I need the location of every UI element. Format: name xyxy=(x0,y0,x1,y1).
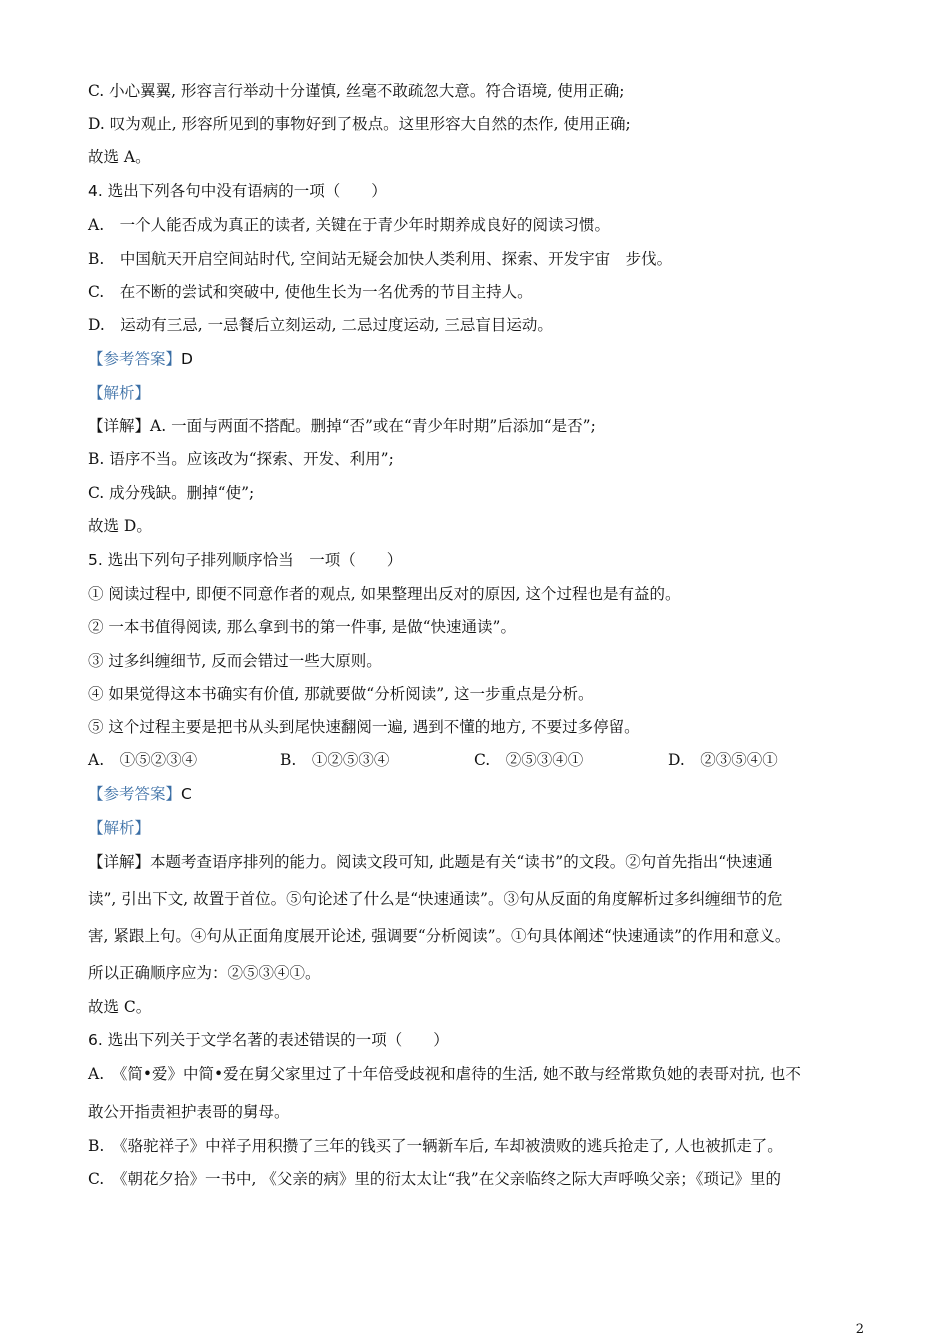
question-5-option-a: A. ①⑤②③④ xyxy=(88,751,198,769)
question-5-title: 5. 选出下列句子排列顺序恰当 一项（ ） xyxy=(88,551,403,569)
question-6-option-b: B. 《骆驼祥子》中祥子用积攒了三年的钱买了一辆新车后, 车却被溃败的逃兵抢走了, 人也被抓走了。 xyxy=(88,1137,783,1155)
answer-value: D xyxy=(181,350,193,368)
question-4-option-b: B. 中国航天开启空间站时代, 空间站无疑会加快人类利用、探索、开发宇宙 步伐。 xyxy=(88,250,673,268)
sentence-4: ④ 如果觉得这本书确实有价值, 那就要做“分析阅读”, 这一步重点是分析。 xyxy=(88,685,594,703)
detail-tag: 【详解】 xyxy=(88,417,151,435)
analysis-tag: 【解析】 xyxy=(88,384,151,402)
text-line: C. 成分残缺。删掉“使”; xyxy=(88,484,255,502)
analysis-tag: 【解析】 xyxy=(88,819,151,837)
answer-tag: 【参考答案】 xyxy=(88,350,182,368)
sentence-1: ① 阅读过程中, 即便不同意作者的观点, 如果整理出反对的原因, 这个过程也是有益的。 xyxy=(88,585,681,603)
question-4-option-c: C. 在不断的尝试和突破中, 使他生长为一名优秀的节目主持人。 xyxy=(88,283,533,301)
text-line: 所以正确顺序应为：②⑤③④①。 xyxy=(88,964,321,982)
detail-line xyxy=(88,415,890,437)
question-5-option-c: C. ②⑤③④① xyxy=(474,751,584,769)
text-line: 敢公开指责袒护表哥的舅母。 xyxy=(88,1103,290,1121)
question-6-option-c: C. 《朝花夕拾》一书中, 《父亲的病》里的衍太太让“我”在父亲临终之际大声呼唤父亲；《琐记》里的 xyxy=(88,1170,781,1188)
detail-tag: 【详解】 xyxy=(88,853,151,871)
question-4-option-a: A. 一个人能否成为真正的读者, 关键在于青少年时期养成良好的阅读习惯。 xyxy=(88,216,610,234)
detail-text: 本题考查语序排列的能力。阅读文段可知, 此题是有关“读书”的文段。②句首先指出“快速通 xyxy=(150,853,773,871)
detail-line xyxy=(88,851,890,873)
text-line: C. 小心翼翼, 形容言行举动十分谨慎, 丝毫不敢疏忽大意。符合语境, 使用正确; xyxy=(88,82,625,100)
page-number: 2 xyxy=(855,1322,864,1337)
answer-line xyxy=(88,348,890,370)
question-6-title: 6. 选出下列关于文学名著的表述错误的一项（ ） xyxy=(88,1031,449,1049)
text-line: 故选 C。 xyxy=(88,998,152,1016)
question-6-option-a: A. 《简•爱》中简•爱在舅父家里过了十年倍受歧视和虐待的生活, 她不敢与经常欺负她的表哥对抗, 也不 xyxy=(88,1065,801,1083)
text-line: B. 语序不当。应该改为“探索、开发、利用”; xyxy=(88,450,394,468)
question-4-option-d: D. 运动有三忌, 一忌餐后立刻运动, 二忌过度运动, 三忌盲目运动。 xyxy=(88,316,553,334)
detail-text: A. 一面与两面不搭配。删掉“否”或在“青少年时期”后添加“是否”; xyxy=(150,417,596,435)
text-line: 故选 D。 xyxy=(88,517,152,535)
question-5-option-d: D. ②③⑤④① xyxy=(668,751,778,769)
answer-line xyxy=(88,783,890,805)
sentence-5: ⑤ 这个过程主要是把书从头到尾快速翻阅一遍, 遇到不懂的地方, 不要过多停留。 xyxy=(88,718,640,736)
sentence-2: ② 一本书值得阅读, 那么拿到书的第一件事, 是做“快速通读”。 xyxy=(88,618,516,636)
text-line: 害, 紧跟上句。④句从正面角度展开论述, 强调要“分析阅读”。①句具体阐述“快速通读”的作用和意义。 xyxy=(88,927,791,945)
question-4-title: 4. 选出下列各句中没有语病的一项（ ） xyxy=(88,182,387,200)
text-line: 故选 A。 xyxy=(88,148,151,166)
text-line: D. 叹为观止, 形容所见到的事物好到了极点。这里形容大自然的杰作, 使用正确; xyxy=(88,115,631,133)
text-line: 读”, 引出下文, 故置于首位。⑤句论述了什么是“快速通读”。③句从反面的角度解析过多纠缠细节的危 xyxy=(88,890,783,908)
sentence-3: ③ 过多纠缠细节, 反而会错过一些大原则。 xyxy=(88,652,382,670)
question-5-option-b: B. ①②⑤③④ xyxy=(280,751,390,769)
answer-tag: 【参考答案】 xyxy=(88,785,182,803)
answer-value: C xyxy=(181,785,192,803)
